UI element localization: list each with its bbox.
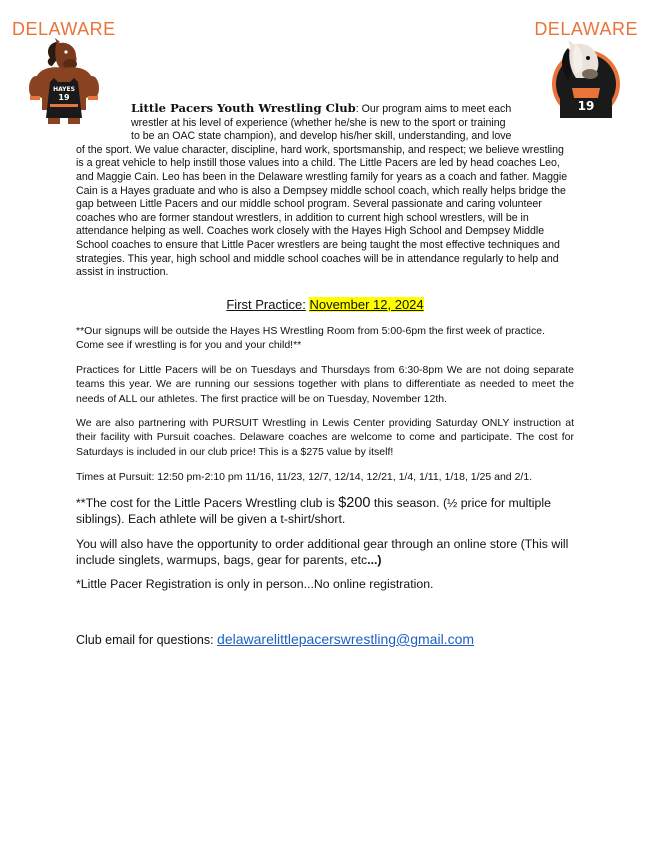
pursuit-paragraph: We are also partnering with PURSUIT Wrestling in Lewis Center providing Saturday ONLY instruction at their facility with Pursuit coaches. Delaware coaches are welcome to come and participate. The cost for Saturdays is included in our club price! This is a $275 value by itself! bbox=[76, 417, 574, 458]
cost-text-after: this season. (½ price for multiple siblings). Each athlete will be given a t-shirt/short. bbox=[76, 496, 551, 526]
pursuit-times: Times at Pursuit: 12:50 pm-2:10 pm 11/16, 11/23, 12/7, 12/14, 12/21, 1/4, 1/11, 1/18, 1/25 and 2/1. bbox=[76, 471, 533, 483]
intro-line: of the sport. We value character, discipline, hard work, sportsmanship, and respect; we believe wrestling bbox=[76, 143, 564, 156]
intro-line: School coaches to ensure that Little Pacer wrestlers are being taught the most effective techniques and bbox=[76, 238, 560, 251]
signups-paragraph: **Our signups will be outside the Hayes HS Wrestling Room from 5:00-6pm the first week of practice. Come see if wrestling is for you and your child!** bbox=[76, 325, 546, 352]
mascot-number-right: 19 bbox=[577, 99, 595, 113]
gear-paragraph bbox=[76, 537, 574, 568]
registration-note: *Little Pacer Registration is only in person...No online registration. bbox=[76, 577, 434, 591]
left-brand-text: DELAWARE bbox=[12, 19, 116, 39]
intro-line: is a great vehicle to help instill those values into a child. The Little Pacers are led by head coaches Leo, bbox=[76, 157, 560, 170]
right-brand-text: DELAWARE bbox=[534, 19, 638, 39]
intro-paragraph bbox=[76, 102, 576, 280]
intro-line: attendance helping as well. Coaches work closely with the Hayes High School and Dempsey Middle bbox=[76, 225, 545, 238]
jersey-text-hayes: HAYES bbox=[53, 86, 75, 93]
contact-label: Club email for questions: bbox=[76, 633, 218, 647]
first-practice-heading bbox=[0, 297, 650, 312]
intro-line: Cain is a Hayes graduate and who is also a Dempsey middle school coach, which really helps bridge the bbox=[76, 184, 566, 197]
cost-price: $200 bbox=[338, 495, 371, 511]
first-practice-date: November 12, 2024 bbox=[309, 297, 424, 312]
club-name-colon: : bbox=[355, 103, 359, 115]
practices-paragraph: Practices for Little Pacers will be on Tuesdays and Thursdays from 6:30-8pm We are not doing separate teams this year. We are running our sessions together with plans to differentiate as needed to meet the needs of ALL our athletes. The first practice will be on Tuesday, November 12th. bbox=[76, 364, 574, 405]
contact-email-link[interactable]: delawarelittlepacerswrestling@gmail.com bbox=[217, 631, 475, 647]
gear-text: You will also have the opportunity to order additional gear through an online store (This will include singlets, warmups, bags, gear for parents, etc bbox=[76, 537, 569, 567]
intro-line: and Maggie Cain. Leo has been in the Delaware wrestling family for years as a coach and father. Maggie bbox=[76, 170, 568, 183]
contact-line bbox=[76, 631, 474, 647]
intro-line: assist in instruction. bbox=[76, 266, 169, 279]
jersey-number-left: 19 bbox=[58, 93, 70, 102]
intro-line bbox=[76, 102, 576, 117]
intro-line: gap between Little Pacers and our middle school program. Several passionate and caring volunteer bbox=[76, 198, 542, 211]
club-name: Little Pacers Youth Wrestling Club bbox=[131, 101, 356, 115]
intro-line-text: Our program aims to meet each bbox=[358, 103, 512, 115]
intro-line: coaches who are former standout wrestlers, in addition to current high school wrestlers, will be in bbox=[76, 211, 529, 224]
intro-line: wrestler at his level of experience (whether he/she is new to the sport or training bbox=[131, 116, 506, 129]
cost-text-before: **The cost for the Little Pacers Wrestling club is bbox=[76, 496, 339, 510]
first-practice-label: First Practice: bbox=[226, 297, 306, 312]
intro-line: strategies. This year, high school and middle school coaches will be in attendance regularly to help and bbox=[76, 252, 559, 265]
intro-line: to be an OAC state champion), and develop his/her skill, understanding, and love bbox=[131, 130, 512, 143]
cost-paragraph bbox=[76, 496, 574, 527]
gear-text-end: ...) bbox=[367, 552, 382, 567]
